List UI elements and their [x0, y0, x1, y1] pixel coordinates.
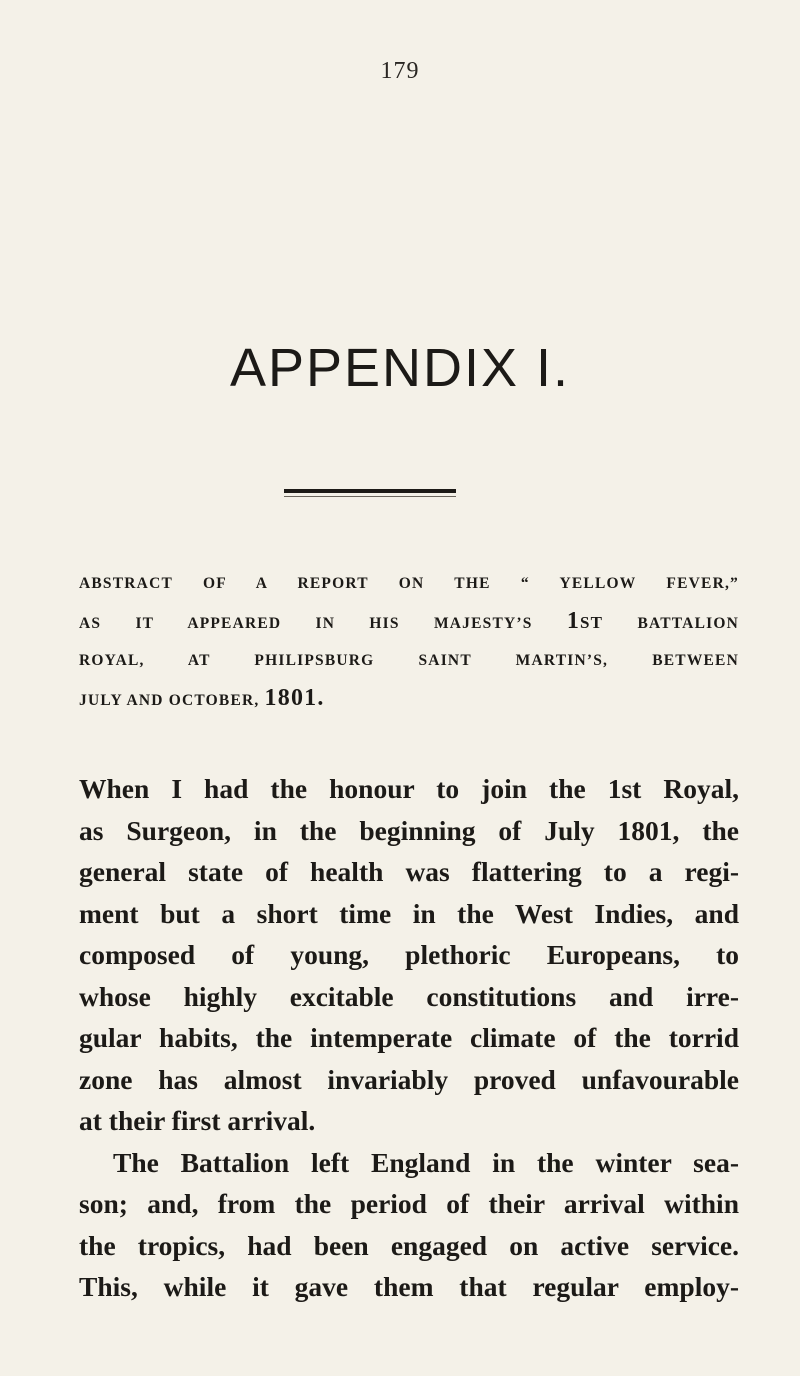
body-line: When I had the honour to join the 1st Royal,	[79, 773, 739, 804]
body-line: The Battalion left England in the winter sea-	[113, 1146, 739, 1178]
body-line: composed of young, plethoric Europeans, to	[79, 939, 739, 970]
body-line: son; and, from the period of their arrival within	[79, 1188, 739, 1219]
body-line: zone has almost invariably proved unfavourable	[79, 1063, 739, 1095]
title-rule-thin	[284, 496, 456, 497]
abstract-year: 1801.	[264, 684, 325, 711]
abstract-line: ABSTRACT OF A REPORT ON THE “ YELLOW FEVER,”	[79, 575, 739, 592]
abstract-line-text: AS IT APPEARED IN HIS MAJESTY’S	[79, 614, 533, 632]
page-title: APPENDIX I.	[229, 338, 571, 398]
battalion-ordinal: 1st	[566, 607, 604, 634]
abstract-line: ROYAL, AT PHILIPSBURG SAINT MARTIN’S, BETWEEN	[79, 652, 739, 669]
page-number: 179	[380, 58, 420, 84]
title-rule	[284, 489, 456, 493]
abstract-line	[79, 603, 739, 643]
abstract-line	[79, 680, 739, 720]
body-line: at their first arrival.	[79, 1105, 316, 1136]
body-line: This, while it gave them that regular employ-	[79, 1271, 739, 1302]
body-line: general state of health was flattering to a regi-	[79, 856, 739, 887]
body-line: ment but a short time in the West Indies, and	[79, 897, 739, 929]
battalion-word: BATTALION	[637, 614, 739, 632]
body-line: as Surgeon, in the beginning of July 1801, the	[79, 814, 739, 846]
abstract-heading	[79, 565, 739, 719]
body-line: whose highly excitable constitutions and irre-	[79, 980, 739, 1012]
body-paragraphs	[79, 768, 739, 1308]
abstract-line-text: JULY AND OCTOBER,	[79, 691, 260, 709]
body-line: gular habits, the intemperate climate of the torrid	[79, 1022, 739, 1053]
body-line: the tropics, had been engaged on active service.	[79, 1229, 739, 1261]
